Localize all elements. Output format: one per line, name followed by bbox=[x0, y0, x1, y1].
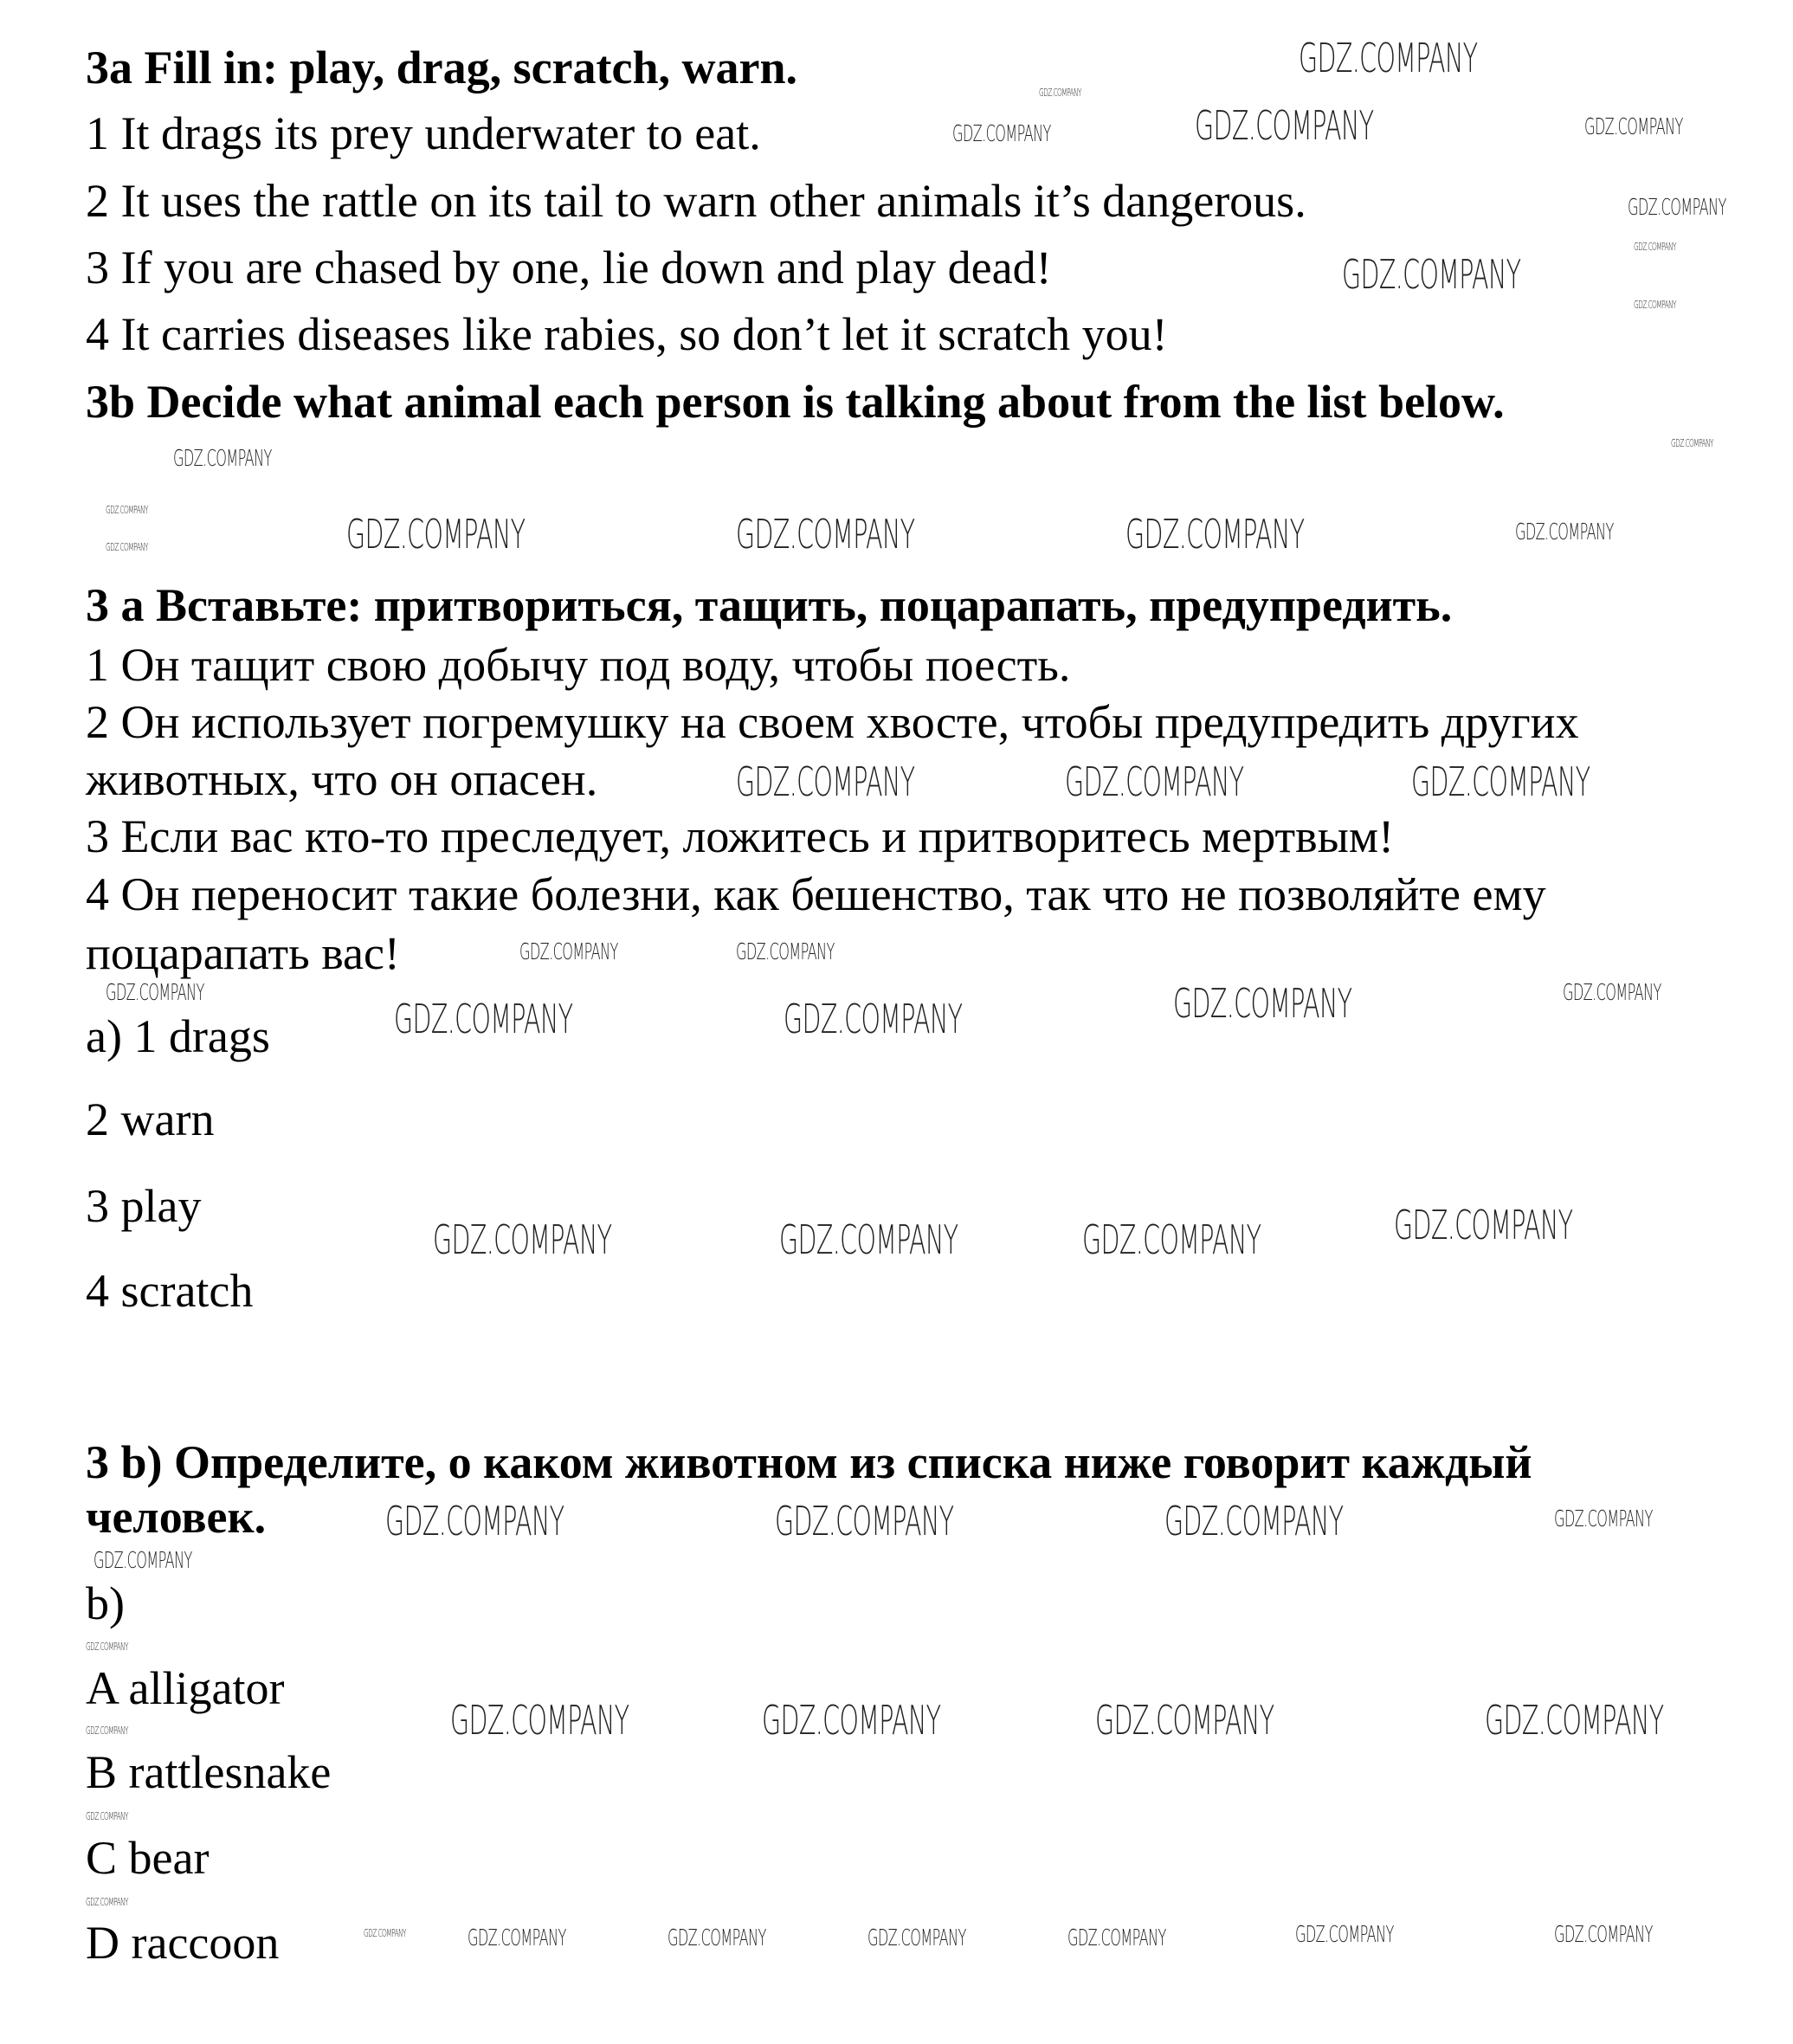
answer-b-A: A alligator bbox=[86, 1662, 285, 1714]
watermark: GDZ.COMPANY bbox=[106, 504, 148, 516]
watermark: GDZ.COMPANY bbox=[762, 1697, 941, 1744]
watermark: GDZ.COMPANY bbox=[450, 1697, 629, 1744]
watermark: GDZ.COMPANY bbox=[364, 1927, 406, 1939]
ru-line: 2 Он использует погремушку на своем хвосте, чтобы предупредить других bbox=[86, 696, 1579, 748]
watermark: GDZ.COMPANY bbox=[106, 980, 204, 1006]
watermark: GDZ.COMPANY bbox=[668, 1925, 766, 1951]
watermark: GDZ.COMPANY bbox=[1671, 437, 1713, 449]
watermark: GDZ.COMPANY bbox=[1164, 1498, 1344, 1544]
watermark: GDZ.COMPANY bbox=[86, 1810, 128, 1822]
watermark: GDZ.COMPANY bbox=[519, 939, 618, 965]
answer-b-D: D raccoon bbox=[86, 1917, 280, 1969]
watermark: GDZ.COMPANY bbox=[779, 1216, 958, 1263]
watermark: GDZ.COMPANY bbox=[346, 511, 526, 558]
watermark: GDZ.COMPANY bbox=[1563, 980, 1661, 1006]
answer-a-1: a) 1 drags bbox=[86, 1010, 270, 1062]
ru-line: поцарапать вас! bbox=[86, 927, 400, 979]
watermark: GDZ.COMPANY bbox=[1299, 35, 1478, 81]
exercise-3b-heading: 3b Decide what animal each person is talking about from the list below. bbox=[86, 376, 1505, 428]
ru-line: животных, что он опасен. bbox=[86, 753, 598, 805]
watermark: GDZ.COMPANY bbox=[1195, 102, 1374, 149]
watermark: GDZ.COMPANY bbox=[433, 1216, 612, 1263]
watermark: GDZ.COMPANY bbox=[1067, 1925, 1166, 1951]
watermark: GDZ.COMPANY bbox=[86, 1896, 128, 1908]
sentence-3: 3 If you are chased by one, lie down and play dead! bbox=[86, 242, 1052, 293]
watermark: GDZ.COMPANY bbox=[1295, 1922, 1394, 1948]
watermark: GDZ.COMPANY bbox=[952, 121, 1051, 147]
watermark: GDZ.COMPANY bbox=[1082, 1216, 1261, 1263]
watermark: GDZ.COMPANY bbox=[1515, 519, 1614, 545]
watermark: GDZ.COMPANY bbox=[1634, 299, 1676, 311]
answer-a-2: 2 warn bbox=[86, 1093, 215, 1145]
answer-b-C: C bear bbox=[86, 1832, 210, 1884]
watermark: GDZ.COMPANY bbox=[1634, 241, 1676, 253]
watermark: GDZ.COMPANY bbox=[1584, 114, 1683, 140]
watermark: GDZ.COMPANY bbox=[394, 996, 573, 1042]
answer-a-4: 4 scratch bbox=[86, 1265, 254, 1317]
watermark: GDZ.COMPANY bbox=[1485, 1697, 1664, 1744]
exercise-3a-heading: 3a Fill in: play, drag, scratch, warn. bbox=[86, 42, 797, 93]
watermark: GDZ.COMPANY bbox=[385, 1498, 564, 1544]
watermark: GDZ.COMPANY bbox=[1394, 1202, 1573, 1248]
watermark: GDZ.COMPANY bbox=[736, 511, 915, 558]
sentence-2: 2 It uses the rattle on its tail to warn other animals it’s dangerous. bbox=[86, 175, 1306, 227]
watermark: GDZ.COMPANY bbox=[1628, 195, 1726, 221]
ru-3a-heading: 3 а Вставьте: притвориться, тащить, поцарапать, предупредить. bbox=[86, 579, 1453, 631]
watermark: GDZ.COMPANY bbox=[86, 1641, 128, 1653]
ru-line: 3 Если вас кто-то преследует, ложитесь и притворитесь мертвым! bbox=[86, 810, 1395, 862]
watermark: GDZ.COMPANY bbox=[1125, 511, 1305, 558]
watermark: GDZ.COMPANY bbox=[1039, 87, 1081, 99]
sentence-1: 1 It drags its prey underwater to eat. bbox=[86, 107, 761, 159]
ru-line: 4 Он переносит такие болезни, как бешенство, так что не позволяйте ему bbox=[86, 868, 1546, 920]
answer-b-B: B rattlesnake bbox=[86, 1746, 332, 1798]
ru-line: 1 Он тащит свою добычу под воду, чтобы поесть. bbox=[86, 639, 1071, 691]
answer-b-label: b) bbox=[86, 1577, 125, 1629]
watermark: GDZ.COMPANY bbox=[468, 1925, 566, 1951]
watermark: GDZ.COMPANY bbox=[1173, 980, 1352, 1027]
ru-3b-heading-line2: человек. bbox=[86, 1491, 267, 1543]
watermark: GDZ.COMPANY bbox=[1411, 758, 1590, 805]
watermark: GDZ.COMPANY bbox=[1095, 1697, 1274, 1744]
ru-3b-heading-line1: 3 b) Определите, о каком животном из списка ниже говорит каждый bbox=[86, 1436, 1532, 1488]
watermark: GDZ.COMPANY bbox=[94, 1548, 192, 1574]
answer-a-3: 3 play bbox=[86, 1180, 202, 1232]
watermark: GDZ.COMPANY bbox=[173, 446, 272, 472]
watermark: GDZ.COMPANY bbox=[867, 1925, 966, 1951]
watermark: GDZ.COMPANY bbox=[1554, 1506, 1653, 1532]
watermark: GDZ.COMPANY bbox=[775, 1498, 954, 1544]
watermark: GDZ.COMPANY bbox=[106, 541, 148, 553]
watermark: GDZ.COMPANY bbox=[1342, 251, 1521, 298]
sentence-4: 4 It carries diseases like rabies, so don’t let it scratch you! bbox=[86, 308, 1168, 360]
watermark: GDZ.COMPANY bbox=[86, 1725, 128, 1737]
watermark: GDZ.COMPANY bbox=[1065, 758, 1244, 805]
watermark: GDZ.COMPANY bbox=[784, 996, 963, 1042]
watermark: GDZ.COMPANY bbox=[1554, 1922, 1653, 1948]
watermark: GDZ.COMPANY bbox=[736, 758, 915, 805]
watermark: GDZ.COMPANY bbox=[736, 939, 835, 965]
